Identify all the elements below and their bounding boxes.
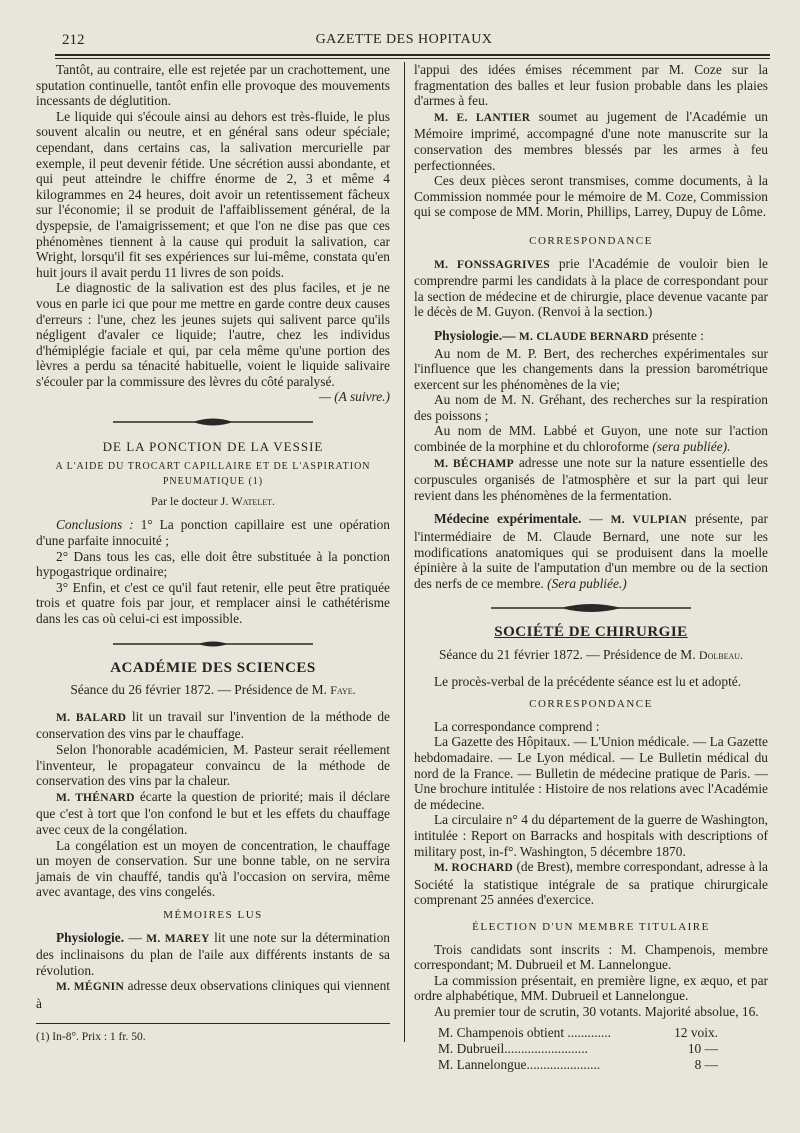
memoires-heading: MÉMOIRES LUS	[163, 908, 263, 921]
lantier-paragraph	[414, 109, 768, 173]
bert-paragraph: Au nom de M. P. Bert, des recherches expérimentales sur l'influence que les changements dans la pression barométrique exercent sur les phénomènes de la vie;	[414, 345, 768, 392]
article-byline	[36, 494, 390, 510]
conclusion-1	[36, 517, 390, 548]
societe-meeting	[414, 647, 768, 664]
conclusions-label: Conclusions :	[56, 517, 134, 533]
fonssagrives-name: M. FONSSAGRIVES	[434, 258, 551, 271]
header-rule	[55, 54, 770, 56]
running-title-text: GAZETTE DES HOPITAUX	[315, 32, 493, 47]
footnote-rule	[36, 1023, 390, 1024]
to-follow-text: — (A suivre.)	[318, 389, 390, 405]
vulpian-text: présente, par l'intermédiaire de M. Claude Bernard, une note sur les modifications anatomiques qui se produisent dans la moelle épinière à la suite de l'amputation d'un membre ou de la section des nerfs de ce membre.	[414, 511, 768, 591]
thenard-name: M. THÉNARD	[56, 791, 135, 804]
to-follow-note	[36, 389, 390, 405]
grehant-paragraph: Au nom de M. N. Gréhant, des recherches sur la respiration des poissons ;	[414, 392, 768, 423]
coze-paragraph: l'appui des idées émises récemment par M. Coze sur la fragmentation des balles et leur fusion probable dans les plaies d'armes à feu.	[414, 62, 768, 109]
physiologie-label: Physiologie.	[56, 929, 125, 945]
candidats-paragraph: Trois candidats sont inscrits : M. Champenois, membre correspondant; M. Dubrueil et M. Lannelongue.	[414, 941, 768, 973]
paragraph-diagnostic: Le diagnostic de la salivation est des plus faciles, et je ne vous en parle ici que pour me mettre en garde contre deux causes d'erreurs : l'une, chez les jeunes sujets qui salivent parce qu'ils négligent d'avaler ce liquide; l'autre, chez les individus d'hémiplégie faciale et qui, par cela même qu'une portion des lèvres a perdu sa ténacité habituelle, voient le liquide salivaire s'écouler par la commissure des lèvres du côté paralysé.	[36, 280, 390, 389]
column-divider	[404, 62, 405, 1042]
pasteur-paragraph: Selon l'honorable académicien, M. Pasteur serait réellement l'inventeur, le propagateur convaincu de la méthode de conservation des vins par la chaleur.	[36, 741, 390, 789]
labbe-text: Au nom de MM. Labbé et Guyon, une note sur l'action combinée de la morphine et du chloroforme	[414, 423, 768, 455]
lantier-text: soumet au jugement de l'Académie un Mémoire imprimé, accompagné d'une note manuscrite sur la conservation des membres blessés par les armes à feu perfectionnées.	[414, 108, 769, 173]
marey-text: lit une note sur la détermination des inclinaisons du plan de l'aile aux différents instants de sa révolution.	[36, 929, 390, 978]
election-heading: ÉLECTION D'UN MEMBRE TITULAIRE	[472, 920, 710, 933]
right-column	[414, 62, 768, 1072]
vote-candidate: M. Champenois obtient .............	[438, 1025, 611, 1041]
vote-row	[438, 1041, 718, 1057]
vote-candidate: M. Dubrueil.........................	[438, 1041, 588, 1057]
bernard-text: présente :	[652, 327, 704, 343]
academy-meeting	[36, 682, 390, 699]
byline-prefix: Par le docteur J.	[151, 493, 229, 508]
academy-meeting-text: Séance du 26 février 1872. — Présidence de M.	[70, 682, 327, 698]
physiologie-label-right: Physiologie.—	[434, 327, 516, 343]
fonssagrives-paragraph	[414, 256, 768, 320]
labbe-paragraph	[414, 423, 768, 454]
article-title: DE LA PONCTION DE LA VESSIE	[102, 439, 324, 455]
article-subtitle: A L'AIDE DU TROCART CAPILLAIRE ET DE L'ASPIRATION PNEUMATIQUE (1)	[55, 460, 371, 488]
vulpian-publication-note: (Sera publiée.)	[547, 575, 627, 591]
academy-president: Faye.	[330, 683, 356, 698]
commission-paragraph: Ces deux pièces seront transmises, comme documents, à la Commission nommée pour le mémoire de M. Coze, Commission qui se compose de MM. Morin, Phillips, Larrey, Dupuy de Lôme.	[414, 173, 768, 220]
vote-count: 8 —	[694, 1056, 718, 1072]
academy-title: ACADÉMIE DES SCIENCES	[110, 659, 316, 676]
lantier-name: M. E. LANTIER	[434, 111, 531, 124]
balard-paragraph	[36, 709, 390, 742]
rochard-name: M. ROCHARD	[434, 862, 514, 875]
vote-row	[438, 1025, 718, 1041]
marey-name: M. MAREY	[146, 932, 210, 945]
balard-text: lit un travail sur l'invention de la méthode de conservation des vins par le chauffage.	[36, 708, 390, 742]
vote-count: 10 —	[687, 1041, 718, 1057]
correspondance-comprend: La correspondance comprend :	[434, 718, 600, 734]
labbe-publication-note: (sera publiée).	[652, 439, 731, 455]
footnote: (1) In-8°. Prix : 1 fr. 50.	[36, 1031, 146, 1044]
thenard-text: écarte la question de priorité; mais il déclare que c'est à tort que l'on confond le but et les effets du chauffage avec ceux de la congélation.	[36, 788, 390, 837]
marey-paragraph: Physiologie. — M. MAREY lit une note sur la détermination des inclinaisons du plan de l'aile aux différents instants de sa révolution.	[36, 929, 390, 978]
megnin-paragraph	[36, 978, 390, 1011]
ornament-divider-2	[113, 637, 313, 651]
page-number: 212	[62, 32, 85, 48]
bechamp-text: adresse une note sur la nature essentielle des corpuscules organisés de l'atmosphère et sur la part qui leur revient dans les phénomènes de la fermentation.	[414, 454, 768, 503]
balard-name: M. BALARD	[56, 711, 127, 724]
correspondance-heading-2: CORRESPONDANCE	[529, 698, 653, 711]
page-header	[38, 30, 770, 54]
thenard-paragraph	[36, 789, 390, 838]
megnin-text: adresse deux observations cliniques qui viennent à	[36, 978, 390, 1011]
bechamp-name: M. BÉCHAMP	[434, 457, 514, 470]
conclusion-2: 2° Dans tous les cas, elle doit être substituée à la ponction hypogastrique ordinaire;	[36, 548, 390, 580]
ornament-divider-3	[491, 601, 691, 615]
left-column	[36, 62, 390, 1046]
conclusion-3: 3° Enfin, et c'est ce qu'il faut retenir, elle peut être pratiquée trois et quatre fois par jour, et remplacer ainsi le cathétérisme dans les cas où celui-ci est impossible.	[36, 579, 390, 626]
vote-candidate: M. Lannelongue......................	[438, 1056, 601, 1072]
bechamp-paragraph	[414, 455, 768, 504]
bernard-paragraph	[414, 328, 768, 346]
bernard-name: M. CLAUDE BERNARD	[518, 330, 649, 343]
rochard-paragraph	[414, 859, 768, 908]
vote-row	[438, 1057, 718, 1073]
conclusion-1-text: 1° La ponction capillaire est une opération d'une parfaite innocuité ;	[36, 517, 390, 549]
header-rule-thin	[55, 58, 770, 59]
megnin-name: M. MÉGNIN	[56, 981, 125, 994]
societe-president: Dolbeau.	[698, 648, 744, 662]
paragraph-liquide: Le liquide qui s'écoule ainsi au dehors est très-fluide, le plus souvent alcalin ou neutre, et en général sans odeur spéciale; cependant, dans certains cas, la salivation mercurielle par exemple, il peut devenir fétide. Une sécrétion aussi abondante, et qui peut atteindre le chiffre énorme de 2, 3 et même 4 kilogrammes en 24 heures, doit avoir un retentissement fâcheux sur l'économie; il se produit de l'affaiblissement général, de la dyspepsie, de l'amaigrissement; et que l'on ne dise pas que ces phénomènes tiennent à la cause qui produit la salivation, car Wright, lorsqu'il fit ses expériences sur lui-même, constata qu'en huit jours il avait perdu 11 livres de son poids.	[36, 108, 390, 280]
vote-count: 12 voix.	[674, 1025, 718, 1041]
medecine-experimentale-label: Médecine expérimentale.	[434, 511, 582, 527]
societe-meeting-text: Séance du 21 février 1872. — Présidence de M.	[438, 647, 696, 662]
correspondance-heading: CORRESPONDANCE	[529, 234, 653, 247]
paragraph-crachottement: Tantôt, au contraire, elle est rejetée par un crachottement, une sputation continuelle, tantôt enfin elle provoque des mouvements incessants de déglutition.	[36, 62, 390, 109]
societe-title: SOCIÉTÉ DE CHIRURGIE	[494, 624, 688, 641]
vote-results	[438, 1025, 768, 1072]
running-title	[38, 32, 770, 48]
fonssagrives-text: prie l'Académie de vouloir bien le comprendre parmi les candidats à la place de correspondant pour la section de médecine et de chirurgie, place devenue vacante par le décès de M. Guyon. (Renvoi à la section.)	[414, 255, 768, 320]
proces-verbal: Le procès-verbal de la précédente séance est lu et adopté.	[434, 673, 742, 689]
circulaire-paragraph: La circulaire n° 4 du département de la guerre de Washington, intitulée : Report on Barracks and hospitals with descriptions of military post, in-f°. Washington, 5 décembre 1870.	[414, 812, 768, 859]
correspondance-list: La Gazette des Hôpitaux. — L'Union médicale. — La Gazette hebdomadaire. — Le Lyon médical. — Le Bulletin médical du nord de la France. — Bulletin de médecine pratique de Paris. — Une brochure intitulée : Histoire de nos relations avec l'Académie de médecine.	[414, 734, 768, 812]
rochard-text: (de Brest), membre correspondant, adresse à la Société la statistique intégrale de sa pratique chirurgicale comprenant 25 années d'exercice.	[414, 859, 768, 908]
vulpian-paragraph: Médecine expérimentale. — M. VULPIAN présente, par l'intermédiaire de M. Claude Bernard, une note sur les modifications anatomiques qui se produisent dans la moelle épinière à la suite de l'amputation d'un membre ou de la section des nerfs de ce membre. (Sera publiée.)	[414, 511, 768, 591]
ornament-divider	[113, 415, 313, 429]
commission-presentation: La commission présentait, en première ligne, ex æquo, et par ordre alphabétique, MM. Dubrueil et Lannelongue.	[414, 972, 768, 1004]
byline-author: Watelet.	[231, 493, 275, 508]
vulpian-name: M. VULPIAN	[610, 514, 688, 527]
congelation-paragraph: La congélation est un moyen de concentration, le chauffage un moyen de conservation. Sur une bonne table, on ne servira jamais de vin chauffé, tandis qu'à l'occasion on servira, même avec avantage, des vins congelés.	[36, 837, 390, 900]
premier-tour: Au premier tour de scrutin, 30 votants. Majorité absolue, 16.	[434, 1003, 759, 1019]
